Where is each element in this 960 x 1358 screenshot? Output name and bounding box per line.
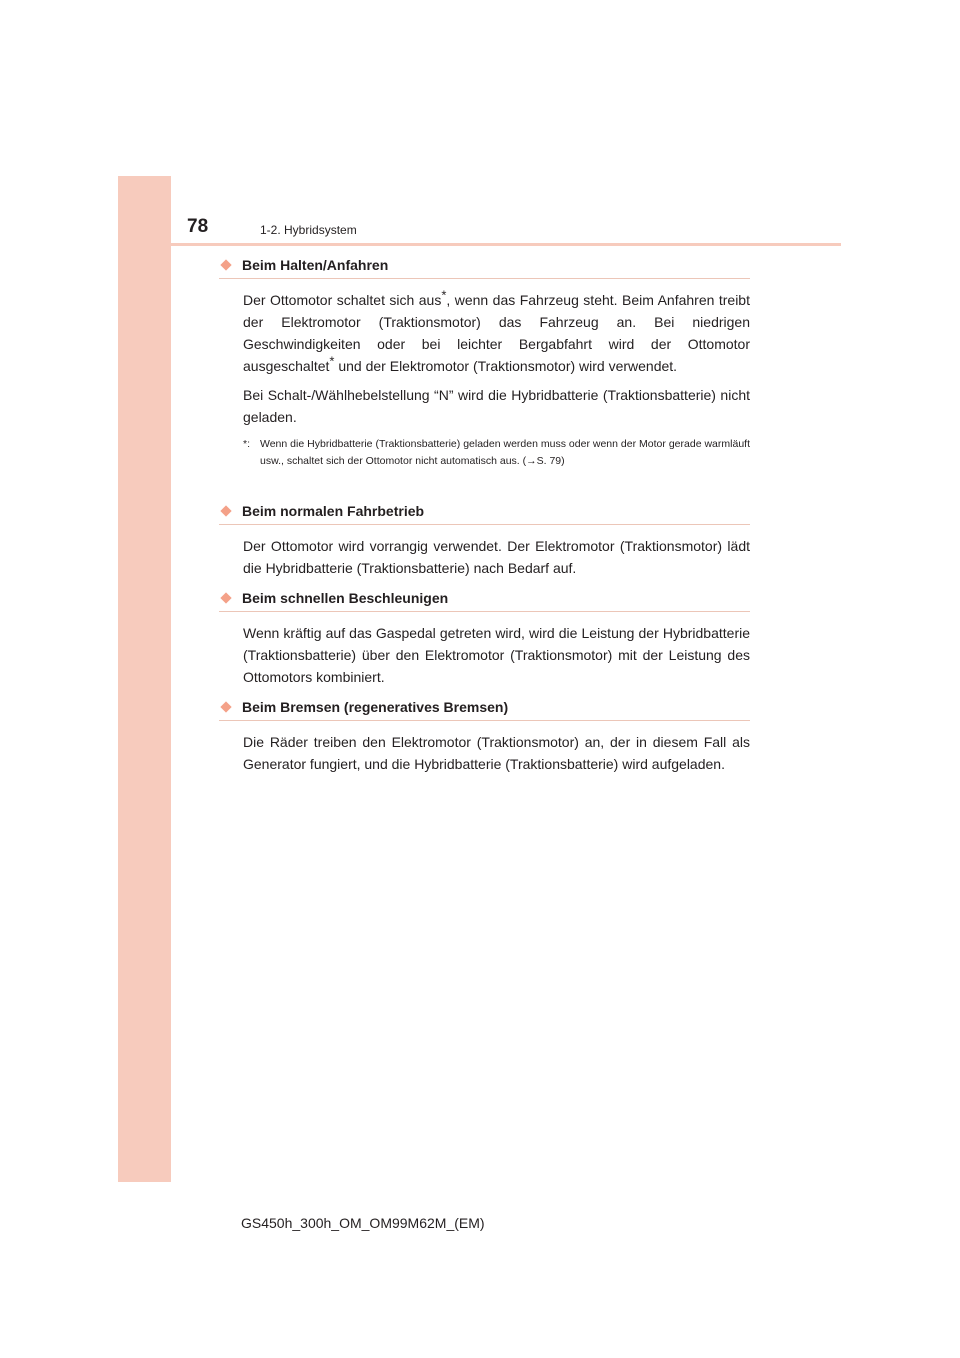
header-rule (171, 243, 841, 246)
section-body (243, 731, 750, 775)
section-body (243, 622, 750, 688)
body-text-segment: und der Elektromotor (Traktionsmotor) wird verwendet. (334, 358, 678, 374)
body-paragraph (243, 289, 750, 377)
body-text-segment: Der Ottomotor schaltet sich aus (243, 292, 442, 308)
section-heading (219, 696, 750, 721)
page-number: 78 (187, 216, 209, 237)
document-code: GS450h_300h_OM_OM99M62M_(EM) (241, 1215, 485, 1231)
diamond-bullet-icon (220, 701, 231, 712)
body-paragraph: Bei Schalt-/Wählhebelstellung “N” wird die Hybridbatterie (Traktionsbatterie) nicht geladen. (243, 387, 750, 425)
diamond-bullet-icon (220, 592, 231, 603)
diamond-bullet-icon (220, 259, 231, 270)
section-heading-text: Beim schnellen Beschleunigen (242, 590, 449, 606)
section-normaler-fahrbetrieb (219, 500, 750, 579)
body-text-segment: , wenn das Fahrzeug steht. Beim Anfahren treibt der Elektromotor (Traktionsmotor) das Fahrzeug an. Bei niedrigen Geschwindigkeiten oder bei leichter Bergabfahrt wird der Ottomotor ausgeschaltet (243, 292, 750, 374)
section-body (243, 289, 750, 470)
section-halten-anfahren (219, 254, 750, 470)
section-heading-text: Beim normalen Fahrbetrieb (242, 503, 425, 519)
body-paragraph: Wenn kräftig auf das Gaspedal getreten wird, wird die Leistung der Hybridbatterie (Traktionsbatterie) über den Elektromotor (Traktionsmotor) mit der Leistung des Ottomotors kombiniert. (243, 625, 750, 685)
section-schnelles-beschleunigen (219, 587, 750, 688)
section-heading-text: Beim Halten/Anfahren (242, 257, 389, 273)
footnote-asterisk: * (441, 287, 447, 303)
section-heading-text: Beim Bremsen (regeneratives Bremsen) (242, 699, 509, 715)
section-heading (219, 500, 750, 525)
body-paragraph: Die Räder treiben den Elektromotor (Traktionsmotor) an, der in diesem Fall als Generator fungiert, und die Hybridbatterie (Traktionsbatterie) wird aufgeladen. (243, 734, 750, 772)
section-label: 1-2. Hybridsystem (260, 223, 357, 237)
footnote (243, 436, 750, 470)
diamond-bullet-icon (220, 505, 231, 516)
section-regeneratives-bremsen (219, 696, 750, 775)
footnote-text: Wenn die Hybridbatterie (Traktionsbatterie) geladen werden muss oder wenn der Motor gerade warmläuft usw., schaltet sich der Ottomotor nicht automatisch aus. (→S. 79) (260, 438, 750, 467)
footnote-asterisk: * (329, 353, 335, 369)
body-paragraph: Der Ottomotor wird vorrangig verwendet. Der Elektromotor (Traktionsmotor) lädt die Hybridbatterie (Traktionsbatterie) nach Bedarf auf. (243, 538, 750, 576)
section-body (243, 535, 750, 579)
section-heading (219, 587, 750, 612)
section-heading (219, 254, 750, 279)
footnote-mark: *: (243, 438, 251, 450)
chapter-side-tab (118, 176, 171, 1182)
